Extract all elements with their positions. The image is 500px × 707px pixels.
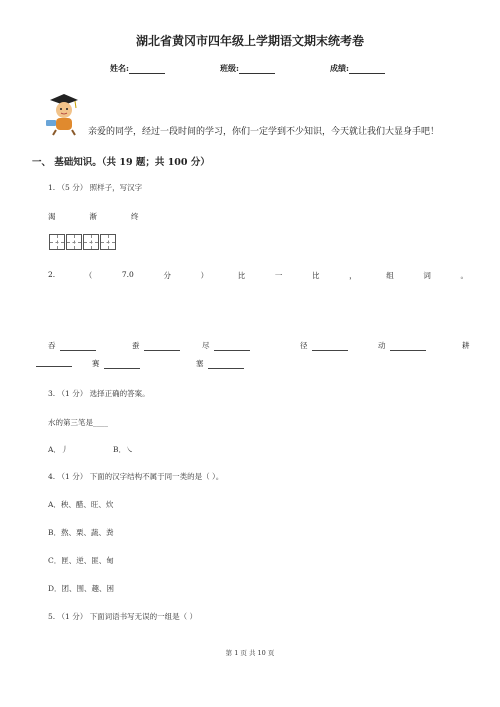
writing-grid[interactable] <box>49 234 117 250</box>
q3-option-b[interactable]: B．㇏ <box>113 445 134 454</box>
score-blank <box>349 65 385 74</box>
q2-char: 赛 <box>92 359 100 368</box>
name-field <box>110 63 165 74</box>
q2-token: 词 <box>423 271 431 280</box>
sample-chars <box>48 211 173 222</box>
answer-blank[interactable] <box>144 343 180 351</box>
answer-blank[interactable] <box>104 361 140 369</box>
class-field <box>220 63 275 74</box>
q2-char: 尽 <box>202 341 210 350</box>
class-blank <box>239 65 275 74</box>
page-title: 湖北省黄冈市四年级上学期语文期末统考卷 <box>135 34 364 48</box>
page-footer: 第 1 页 共 10 页 <box>225 649 275 657</box>
q2-char: 径 <box>300 341 308 350</box>
q2-token: 。 <box>460 271 468 280</box>
sample-char: 终 <box>131 212 139 221</box>
q2-char: 吞 <box>48 341 56 350</box>
q2-token: 组 <box>386 271 394 280</box>
q2-item <box>48 340 96 351</box>
q2-item <box>300 340 348 351</box>
question-1: 1. （5 分） 照样子，写汉字 <box>48 183 143 192</box>
q4-option-b[interactable]: B．熬、栗、蔬、粪 <box>48 528 114 537</box>
q2-item <box>378 340 426 351</box>
class-label: 班级: <box>220 63 239 73</box>
q2-char: 耕 <box>462 341 470 350</box>
q2-char: 蚕 <box>132 341 140 350</box>
answer-blank[interactable] <box>60 343 96 351</box>
q2-token: ， <box>349 271 357 280</box>
q2-char: 塞 <box>196 359 204 368</box>
sample-char: 渐 <box>89 212 97 221</box>
q2-token: 7.0 <box>121 270 134 279</box>
q3-prompt: 水的第三笔是____ <box>48 418 108 427</box>
grid-cell[interactable] <box>100 234 116 250</box>
q2-token: 2. <box>48 270 56 279</box>
section-heading: 一、 基础知识。（共 19 题；共 100 分） <box>32 157 210 168</box>
q2-token: 比 <box>311 271 320 280</box>
q2-token: 一 <box>274 271 283 280</box>
welcome-message: 亲爱的同学，经过一段时间的学习，你们一定学到不少知识，今天就让我们大显身手吧！ <box>88 127 440 137</box>
answer-blank[interactable] <box>208 361 244 369</box>
grid-cell[interactable] <box>83 234 99 250</box>
sample-char: 渴 <box>48 212 56 221</box>
q4-option-a[interactable]: A．秧、醋、旺、炊 <box>48 500 114 509</box>
q2-blank-lead <box>36 358 72 367</box>
answer-blank[interactable] <box>214 343 250 351</box>
grid-cell[interactable] <box>49 234 65 250</box>
q2-item <box>132 340 180 351</box>
q2-token: ） <box>200 271 209 280</box>
q2-token: （ <box>84 271 93 280</box>
q2-item <box>196 358 244 369</box>
answer-blank[interactable] <box>390 343 426 351</box>
q2-token: 分 <box>163 271 171 280</box>
q2-char: 动 <box>378 341 386 350</box>
score-label: 成绩: <box>330 63 349 73</box>
q2-item <box>92 358 140 369</box>
name-blank <box>129 65 165 74</box>
question-5: 5. （1 分） 下面词语书写无误的一组是（ ） <box>48 612 197 621</box>
q2-item <box>462 340 470 351</box>
question-4: 4. （1 分） 下面的汉字结构不属于同一类的是（ ）。 <box>48 472 224 481</box>
name-label: 姓名: <box>110 63 129 73</box>
question-2 <box>48 270 468 281</box>
grid-cell[interactable] <box>66 234 82 250</box>
q3-option-a[interactable]: A．丿 <box>48 445 69 454</box>
q4-option-c[interactable]: C．匣、逆、匪、甸 <box>48 556 114 565</box>
q2-item <box>202 340 250 351</box>
mascot-icon <box>42 92 82 136</box>
q2-token: 比 <box>237 271 246 280</box>
answer-blank[interactable] <box>312 343 348 351</box>
answer-blank[interactable] <box>36 359 72 367</box>
question-3: 3. （1 分） 选择正确的答案。 <box>48 389 150 398</box>
q4-option-d[interactable]: D．团、围、趣、困 <box>48 584 115 593</box>
score-field <box>330 63 385 74</box>
